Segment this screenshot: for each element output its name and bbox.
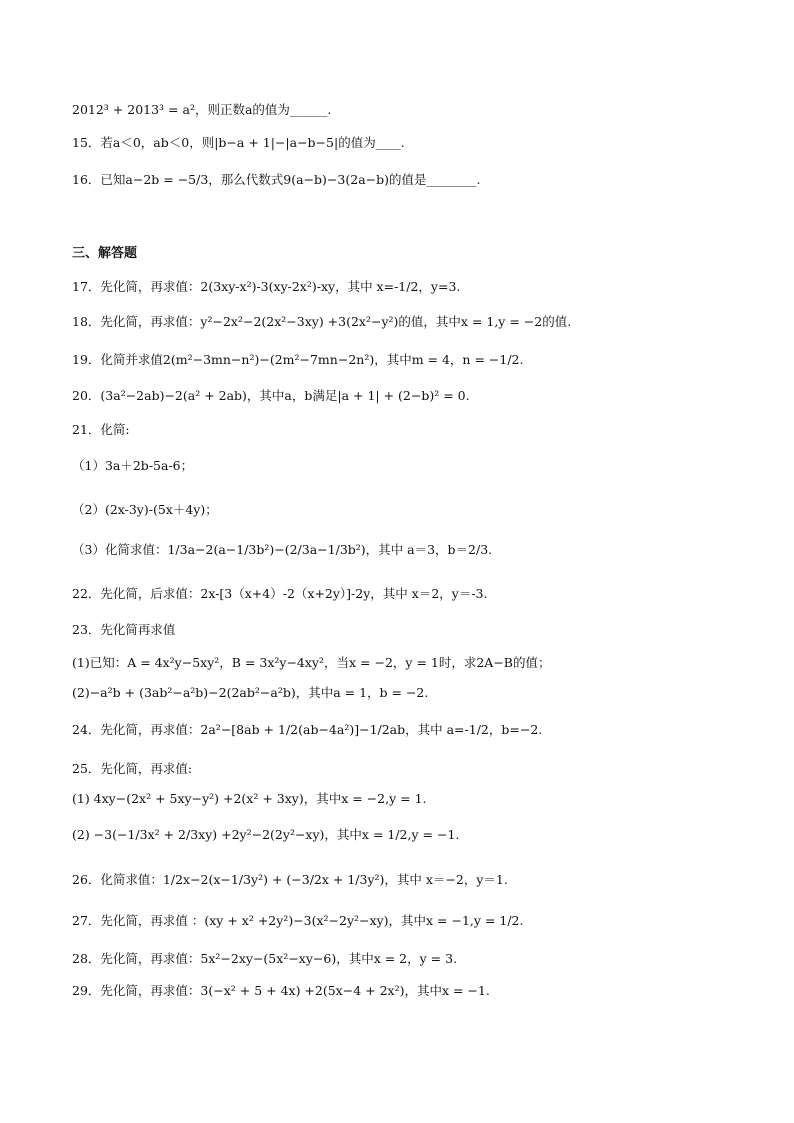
problem-21-part-1: （1）3a＋2b-5a-6； [72,458,194,473]
problem-20: 20．(3a²−2ab)−2(a² + 2ab)，其中a，b满足|a + 1| + (2−b)² = 0. [72,388,470,403]
problem-19: 19．化简并求值2(m²−3mn−n²)−(2m²−7mn−2n²)，其中m = 4，n = −1/2. [72,352,524,367]
problem-21-part-2: （2）(2x-3y)-(5x＋4y)； [72,502,218,517]
problem-16: 16．已知a−2b = −5/3，那么代数式9(a−b)−3(2a−b)的值是________. [72,172,481,187]
problem-18: 18．先化简，再求值：y²−2x²−2(2x²−3xy) +3(2x²−y²)的值，其中x = 1,y = −2的值. [72,314,572,329]
problem-24: 24．先化简，再求值：2a²−[8ab + 1/2(ab−4a²)]−1/2ab，其中 a=-1/2，b=−2. [72,722,543,737]
problem-25-part-2: (2) −3(−1/3x² + 2/3xy) +2y²−2(2y²−xy)，其中x = 1/2,y = −1. [72,827,460,842]
problem-29: 29．先化简，再求值：3(−x² + 5 + 4x) +2(5x−4 + 2x²)，其中x = −1. [72,983,490,998]
section-heading-answers: 三、解答题 [72,246,138,261]
problem-23-part-2: (2)−a²b + (3ab²−a²b)−2(2ab²−a²b)，其中a = 1，b = −2. [72,685,429,700]
problem-28: 28．先化简，再求值：5x²−2xy−(5x²−xy−6)，其中x = 2，y = 3. [72,951,458,966]
problem-25: 25．先化简，再求值: [72,761,193,776]
problem-22: 22．先化简，后求值：2x-[3（x+4）-2（x+2y）]-2y，其中 x＝2，y＝-3. [72,586,488,601]
problem-26: 26．化简求值：1/2x−2(x−1/3y²) + (−3/2x + 1/3y²)，其中 x＝−2，y＝1. [72,872,508,887]
problem-23-part-1: (1)已知：A = 4x²y−5xy²，B = 3x²y−4xy²，当x = −2，y = 1时，求2A−B的值； [72,655,551,670]
problem-17: 17．先化简，再求值：2(3xy-x²)-3(xy-2x²)-xy，其中 x=-1/2，y=3. [72,279,461,294]
problem-23: 23．先化简再求值 [72,622,176,637]
problem-21-part-3: （3）化简求值：1/3a−2(a−1/3b²)−(2/3a−1/3b²)，其中 a＝3，b＝2/3. [72,542,493,557]
problem-14-continued: 2012³ + 2013³ = a²，则正数a的值为______. [72,102,332,117]
problem-25-part-1: (1) 4xy−(2x² + 5xy−y²) +2(x² + 3xy)，其中x = −2,y = 1. [72,791,427,806]
problem-27: 27．先化简，再求值 ：(xy + x² +2y²)−3(x²−2y²−xy)，其中x = −1,y = 1/2. [72,913,524,928]
problem-15: 15．若a＜0，ab＜0，则|b−a + 1|−|a−b−5|的值为____. [72,135,405,150]
problem-21: 21．化简: [72,422,130,437]
